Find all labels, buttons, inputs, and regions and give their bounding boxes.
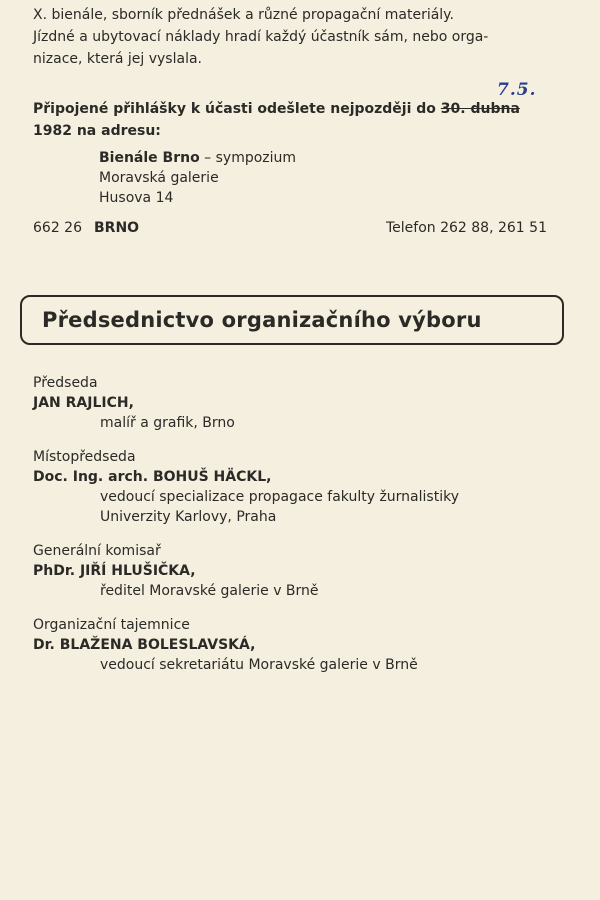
member-role: Předseda [33, 375, 98, 391]
handwritten-date-correction: 7.5. [497, 80, 537, 100]
section-title: Předsednictvo organizačního výboru [42, 308, 482, 332]
deadline-line-2: 1982 na adresu: [33, 123, 161, 139]
member-name [33, 561, 573, 581]
postal-city: BRNO [94, 220, 140, 236]
address-name: Bienále Brno [99, 150, 200, 166]
intro-line-3: nizace, která jej vyslala. [33, 51, 202, 67]
address-block [99, 148, 296, 208]
address-name-rest: – sympozium [199, 150, 297, 166]
member-entry [33, 615, 573, 675]
member-name-prefix: PhDr. [33, 563, 80, 579]
phone-number: Telefon 262 88, 261 51 [386, 220, 547, 236]
member-desc: Univerzity Karlovy, Praha [100, 509, 277, 525]
committee-members [33, 373, 573, 689]
member-desc: ředitel Moravské galerie v Brně [100, 583, 319, 599]
member-desc: malíř a grafik, Brno [100, 415, 235, 431]
member-name-text: BLAŽENA BOLESLAVSKÁ, [59, 637, 256, 653]
postal-line [33, 220, 139, 236]
intro-paragraph [33, 4, 568, 70]
member-name-prefix: Doc. Ing. arch. [33, 469, 153, 485]
struck-date: 30. dubna [440, 101, 520, 117]
deadline-paragraph [33, 98, 520, 142]
member-entry [33, 373, 573, 433]
member-name-text: BOHUŠ HÄCKL, [152, 469, 272, 485]
postal-code: 662 26 [33, 220, 82, 236]
address-line-3: Husova 14 [99, 190, 174, 206]
intro-line-2: Jízdné a ubytovací náklady hradí každý účastník sám, nebo orga- [33, 29, 489, 45]
intro-line-1: X. bienále, sborník přednášek a různé propagační materiály. [33, 7, 454, 23]
section-title-box [20, 295, 564, 345]
member-name-prefix: Dr. [33, 637, 60, 653]
member-desc: vedoucí sekretariátu Moravské galerie v Brně [100, 657, 418, 673]
member-name-text: JIŘÍ HLUŠIČKA, [79, 563, 196, 579]
member-desc: vedoucí specializace propagace fakulty žurnalistiky [100, 489, 459, 505]
member-entry [33, 541, 573, 601]
member-name [33, 635, 573, 655]
member-entry [33, 447, 573, 527]
member-name [33, 467, 573, 487]
member-role: Místopředseda [33, 449, 136, 465]
member-name [33, 393, 573, 413]
member-name-text: JAN RAJLICH, [33, 395, 134, 411]
member-role: Organizační tajemnice [33, 617, 190, 633]
deadline-text: Připojené přihlášky k účasti odešlete nejpozději do [33, 101, 441, 117]
member-role: Generální komisař [33, 543, 161, 559]
address-line-2: Moravská galerie [99, 170, 219, 186]
